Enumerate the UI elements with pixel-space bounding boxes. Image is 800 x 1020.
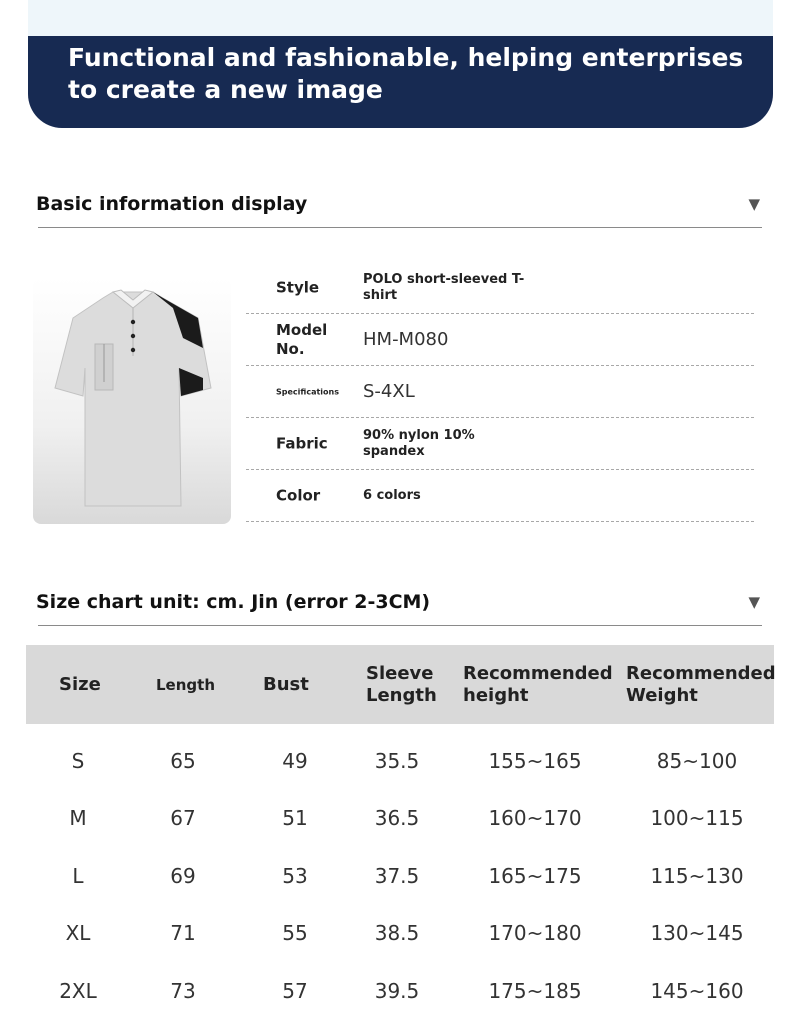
table-cell: 170~180 (488, 921, 582, 946)
table-cell: 175~185 (488, 978, 582, 1003)
column-header: Bust (263, 673, 309, 695)
info-value: POLO short-sleeved T-shirt (363, 271, 525, 303)
table-cell: XL (65, 921, 91, 946)
table-cell: L (72, 863, 84, 888)
info-label: Specifications (276, 387, 339, 396)
table-cell: 100~115 (650, 806, 744, 831)
info-row-color (246, 470, 754, 522)
size-table-header (26, 645, 774, 724)
table-cell: 160~170 (488, 806, 582, 831)
table-row (26, 732, 774, 790)
column-header: Sleeve Length (366, 662, 437, 706)
basic-info-header (36, 193, 764, 233)
table-row (26, 905, 774, 963)
table-cell: 165~175 (488, 863, 582, 888)
table-cell: 69 (170, 863, 196, 888)
divider (38, 227, 762, 228)
info-value: S-4XL (363, 380, 415, 402)
table-cell: 35.5 (374, 748, 420, 773)
table-cell: 65 (170, 748, 196, 773)
size-chart-table (26, 645, 774, 1020)
info-value: 6 colors (363, 487, 421, 503)
column-header: Size (59, 673, 101, 695)
polo-shirt-image (33, 278, 231, 524)
info-value: HM-M080 (363, 328, 449, 350)
table-cell: 49 (282, 748, 308, 773)
info-label: Color (276, 486, 321, 504)
table-cell: 115~130 (650, 863, 744, 888)
hero-banner (28, 36, 773, 128)
table-cell: M (69, 806, 87, 831)
table-row (26, 962, 774, 1020)
table-cell: 39.5 (374, 978, 420, 1003)
triangle-down-icon: ▼ (748, 195, 760, 213)
top-strip (28, 0, 773, 36)
column-header: Length (156, 675, 215, 694)
table-cell: 38.5 (374, 921, 420, 946)
table-cell: 55 (282, 921, 308, 946)
info-row-fabric (246, 418, 754, 470)
info-label: Fabric (276, 434, 328, 452)
table-cell: 85~100 (656, 748, 738, 773)
table-cell: 67 (170, 806, 196, 831)
table-cell: 37.5 (374, 863, 420, 888)
table-cell: 155~165 (488, 748, 582, 773)
info-label: Model No. (276, 320, 328, 358)
table-cell: 53 (282, 863, 308, 888)
table-cell: 57 (282, 978, 308, 1003)
size-chart-header (36, 591, 764, 631)
product-image (33, 278, 231, 524)
table-cell: 36.5 (374, 806, 420, 831)
column-header: Recommended height (463, 662, 613, 706)
table-row (26, 847, 774, 905)
info-row-style (246, 262, 754, 314)
info-row-specifications (246, 366, 754, 418)
size-chart-title: Size chart unit: cm. Jin (error 2-3CM) (36, 591, 431, 613)
table-cell: S (71, 748, 85, 773)
table-cell: 73 (170, 978, 196, 1003)
banner-line-2: to create a new image (68, 75, 383, 104)
banner-line-1: Functional and fashionable, helping enterprises (68, 43, 744, 72)
info-label: Style (276, 278, 320, 296)
banner-headline (68, 42, 748, 106)
table-cell: 71 (170, 921, 196, 946)
table-row (26, 790, 774, 848)
table-cell: 130~145 (650, 921, 744, 946)
table-cell: 51 (282, 806, 308, 831)
size-table-body (26, 732, 774, 1020)
product-info-table (246, 262, 754, 522)
divider (38, 625, 762, 626)
info-row-model (246, 314, 754, 366)
basic-info-title: Basic information display (36, 193, 308, 215)
column-header: Recommended Weight (626, 662, 776, 706)
triangle-down-icon: ▼ (748, 593, 760, 611)
table-cell: 145~160 (650, 978, 744, 1003)
table-cell: 2XL (59, 978, 97, 1003)
info-value: 90% nylon 10% spandex (363, 427, 475, 459)
